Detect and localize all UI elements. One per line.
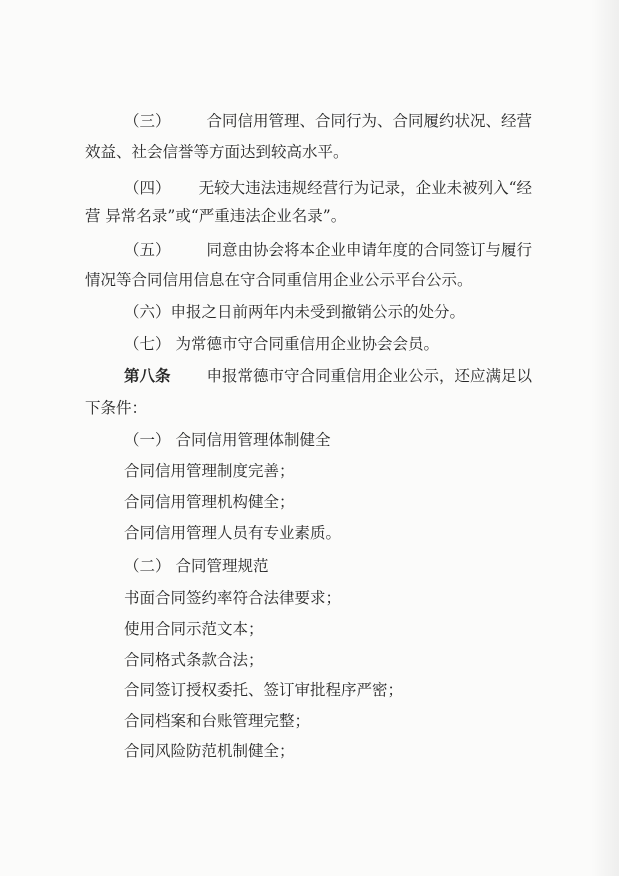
item-4-line-2: 营 异常名录”或“严重违法企业名录”。: [85, 207, 347, 225]
article-8-title: 第八条: [124, 366, 171, 385]
item-3-text: 合同信用管理、合同行为、合同履约状况、经营: [206, 112, 532, 130]
section-1-item: 合同信用管理机构健全；: [124, 493, 295, 511]
item-4-marker: （四）: [124, 179, 171, 197]
item-5-marker: （五）: [124, 241, 171, 259]
section-2-item: 合同风险防范机制健全；: [124, 742, 295, 760]
item-4-text: 无较大违法违规经营行为记录，企业未被列入“经: [198, 179, 532, 197]
item-6-marker: （六）: [124, 303, 171, 321]
item-7-marker: （七）: [124, 335, 171, 353]
item-7-line-1: [124, 334, 439, 354]
item-5-line-2: 情况等合同信用信息在守合同重信用企业公示平台公示。: [85, 271, 473, 289]
section-1-title: 合同信用管理体制健全: [175, 431, 331, 449]
section-2-item: 合同档案和台账管理完整；: [124, 712, 311, 730]
scan-edge-shadow: [591, 0, 619, 876]
section-2-item: 书面合同签约率符合法律要求；: [124, 589, 342, 607]
section-2-item: 合同格式条款合法；: [124, 651, 264, 669]
item-4-line-1: [124, 178, 532, 198]
article-8-text: 申报常德市守合同重信用企业公示，还应满足以: [206, 367, 532, 385]
section-2-marker: （二）: [124, 557, 171, 575]
section-2-item: 合同签订授权委托、签订审批程序严密；: [124, 681, 404, 699]
section-1-heading: [124, 430, 330, 450]
item-5-text: 同意由协会将本企业申请年度的合同签订与履行: [206, 241, 532, 259]
article-8-line-2: 下条件：: [85, 399, 148, 417]
item-6-line-1: [124, 302, 465, 322]
item-7-text: 为常德市守合同重信用企业协会会员。: [175, 335, 439, 353]
article-8-line-1: [124, 366, 532, 386]
section-2-title: 合同管理规范: [175, 557, 269, 575]
item-6-text: 申报之日前两年内未受到撤销公示的处分。: [170, 303, 466, 321]
item-3-line-1: [124, 111, 532, 131]
section-1-item: 合同信用管理人员有专业素质。: [124, 524, 342, 542]
item-3-marker: （三）: [124, 112, 171, 130]
item-3-line-2: 效益、社会信誉等方面达到较高水平。: [85, 143, 349, 161]
section-1-item: 合同信用管理制度完善；: [124, 462, 295, 480]
section-1-marker: （一）: [124, 431, 171, 449]
section-2-heading: [124, 556, 268, 576]
section-2-item: 使用合同示范文本；: [124, 620, 264, 638]
item-5-line-1: [124, 240, 532, 260]
